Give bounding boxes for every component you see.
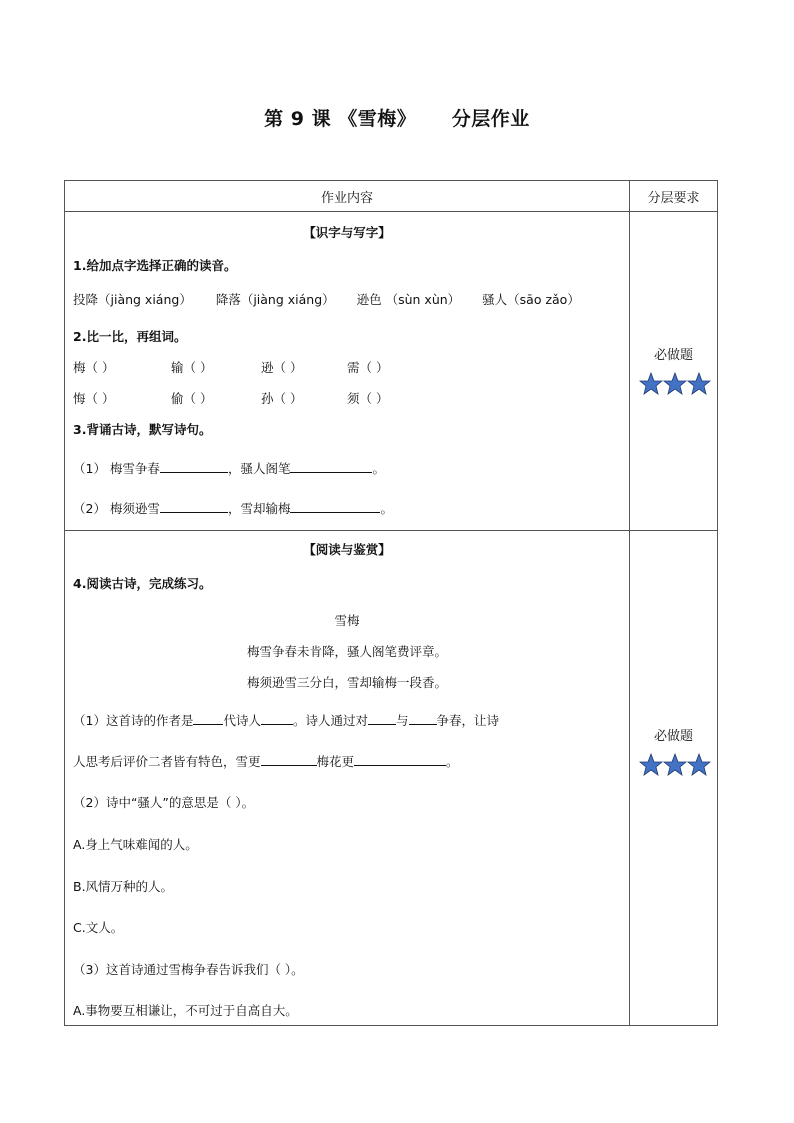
answer-blank[interactable] (354, 753, 446, 766)
requirement-label: 必做题 (653, 729, 693, 744)
answer-blank[interactable] (160, 500, 228, 513)
q2-item: 逊（ ） (261, 360, 303, 375)
q1-item: 逊色 （sùn xùn） (356, 292, 461, 307)
q1-items (73, 290, 580, 308)
q3-line1-end: 。 (372, 461, 385, 476)
p1-line1 (73, 711, 499, 729)
q2-item: 孙（ ） (261, 391, 303, 406)
q2-item: 梅（ ） (73, 360, 115, 375)
q3-line2 (73, 499, 393, 517)
q2-row2 (73, 389, 388, 407)
p2-option: A.身上气味难闻的人。 (73, 837, 198, 852)
answer-blank[interactable] (409, 712, 437, 725)
q3-title: 3.背诵古诗，默写诗句。 (73, 422, 212, 437)
star-rating (639, 372, 711, 396)
poem-line: 梅须逊雪三分白，雪却输梅一段香。 (246, 675, 447, 690)
p2-question: （2）诗中“骚人”的意思是（ ）。 (73, 795, 255, 810)
q3-line1-start: （1） 梅雪争春 (73, 461, 160, 476)
q2-item: 输（ ） (171, 360, 213, 375)
q2-item: 须（ ） (347, 391, 389, 406)
requirement-label: 必做题 (653, 348, 693, 363)
header-content: 作业内容 (65, 181, 630, 212)
q1-item: 降落（jiàng xiáng） (215, 292, 335, 307)
q3-line2-end: 。 (380, 501, 393, 516)
section1-requirement (630, 212, 718, 531)
p2-option: C.文人。 (73, 920, 124, 935)
q1-item: 骚人（sāo zǎo） (482, 292, 580, 307)
table-header-row (65, 181, 718, 212)
answer-blank[interactable] (261, 753, 317, 766)
p1-text: 代诗人 (223, 713, 261, 728)
q1-title: 1.给加点字选择正确的读音。 (73, 258, 237, 273)
poem-title: 雪梅 (334, 613, 360, 628)
section2-requirement (630, 531, 718, 1026)
q4-title: 4.阅读古诗，完成练习。 (73, 576, 212, 591)
answer-blank[interactable] (261, 712, 293, 725)
q1-item: 投降（jiàng xiáng） (73, 292, 192, 307)
section2-heading: 【阅读与鉴赏】 (303, 542, 391, 557)
star-icon (640, 754, 662, 775)
answer-blank[interactable] (193, 712, 223, 725)
answer-blank[interactable] (160, 460, 228, 473)
section1-content (65, 212, 630, 531)
header-level: 分层要求 (630, 181, 718, 212)
answer-blank[interactable] (290, 460, 372, 473)
q2-item: 需（ ） (347, 360, 389, 375)
p1-text: 梅花更 (316, 754, 355, 769)
p2-option: B.风情万种的人。 (73, 879, 174, 894)
star-icon (688, 754, 710, 775)
p1-text: （1）这首诗的作者是 (73, 713, 194, 728)
table-row-section1 (65, 212, 718, 531)
q2-row1 (73, 358, 388, 376)
q3-line2-start: （2） 梅须逊雪 (73, 501, 160, 516)
star-icon (688, 373, 710, 394)
q2-title: 2.比一比，再组词。 (73, 329, 187, 344)
p1-text: 与 (396, 713, 409, 728)
q3-line2-mid: ，雪却输梅 (227, 501, 291, 516)
poem-line: 梅雪争春未肯降，骚人阁笔费评章。 (246, 644, 447, 659)
star-icon (664, 754, 686, 775)
section2-content (65, 531, 630, 1026)
answer-blank[interactable] (290, 500, 380, 513)
p1-line2 (73, 752, 459, 770)
section1-heading: 【识字与写字】 (303, 225, 391, 240)
p3-option: A.事物要互相谦让，不可过于自高自大。 (73, 1003, 298, 1018)
q3-line1 (73, 459, 385, 477)
p1-text: 。 (446, 754, 459, 769)
q3-line1-mid: ，骚人阁笔 (227, 461, 291, 476)
table-row-section2 (65, 531, 718, 1026)
p1-text: 争春，让诗 (436, 713, 500, 728)
homework-table (64, 180, 718, 1026)
q2-item: 偷（ ） (171, 391, 213, 406)
p3-question: （3）这首诗通过雪梅争春告诉我们（ ）。 (73, 962, 304, 977)
star-icon (640, 373, 662, 394)
star-rating (639, 753, 711, 777)
q2-item: 悔（ ） (73, 391, 115, 406)
star-icon (664, 373, 686, 394)
page-title: 第 9 课 《雪梅》 分层作业 (264, 108, 530, 130)
answer-blank[interactable] (368, 712, 396, 725)
p1-text: 。诗人通过对 (292, 713, 368, 728)
p1-text: 人思考后评价二者皆有特色，雪更 (73, 754, 261, 769)
